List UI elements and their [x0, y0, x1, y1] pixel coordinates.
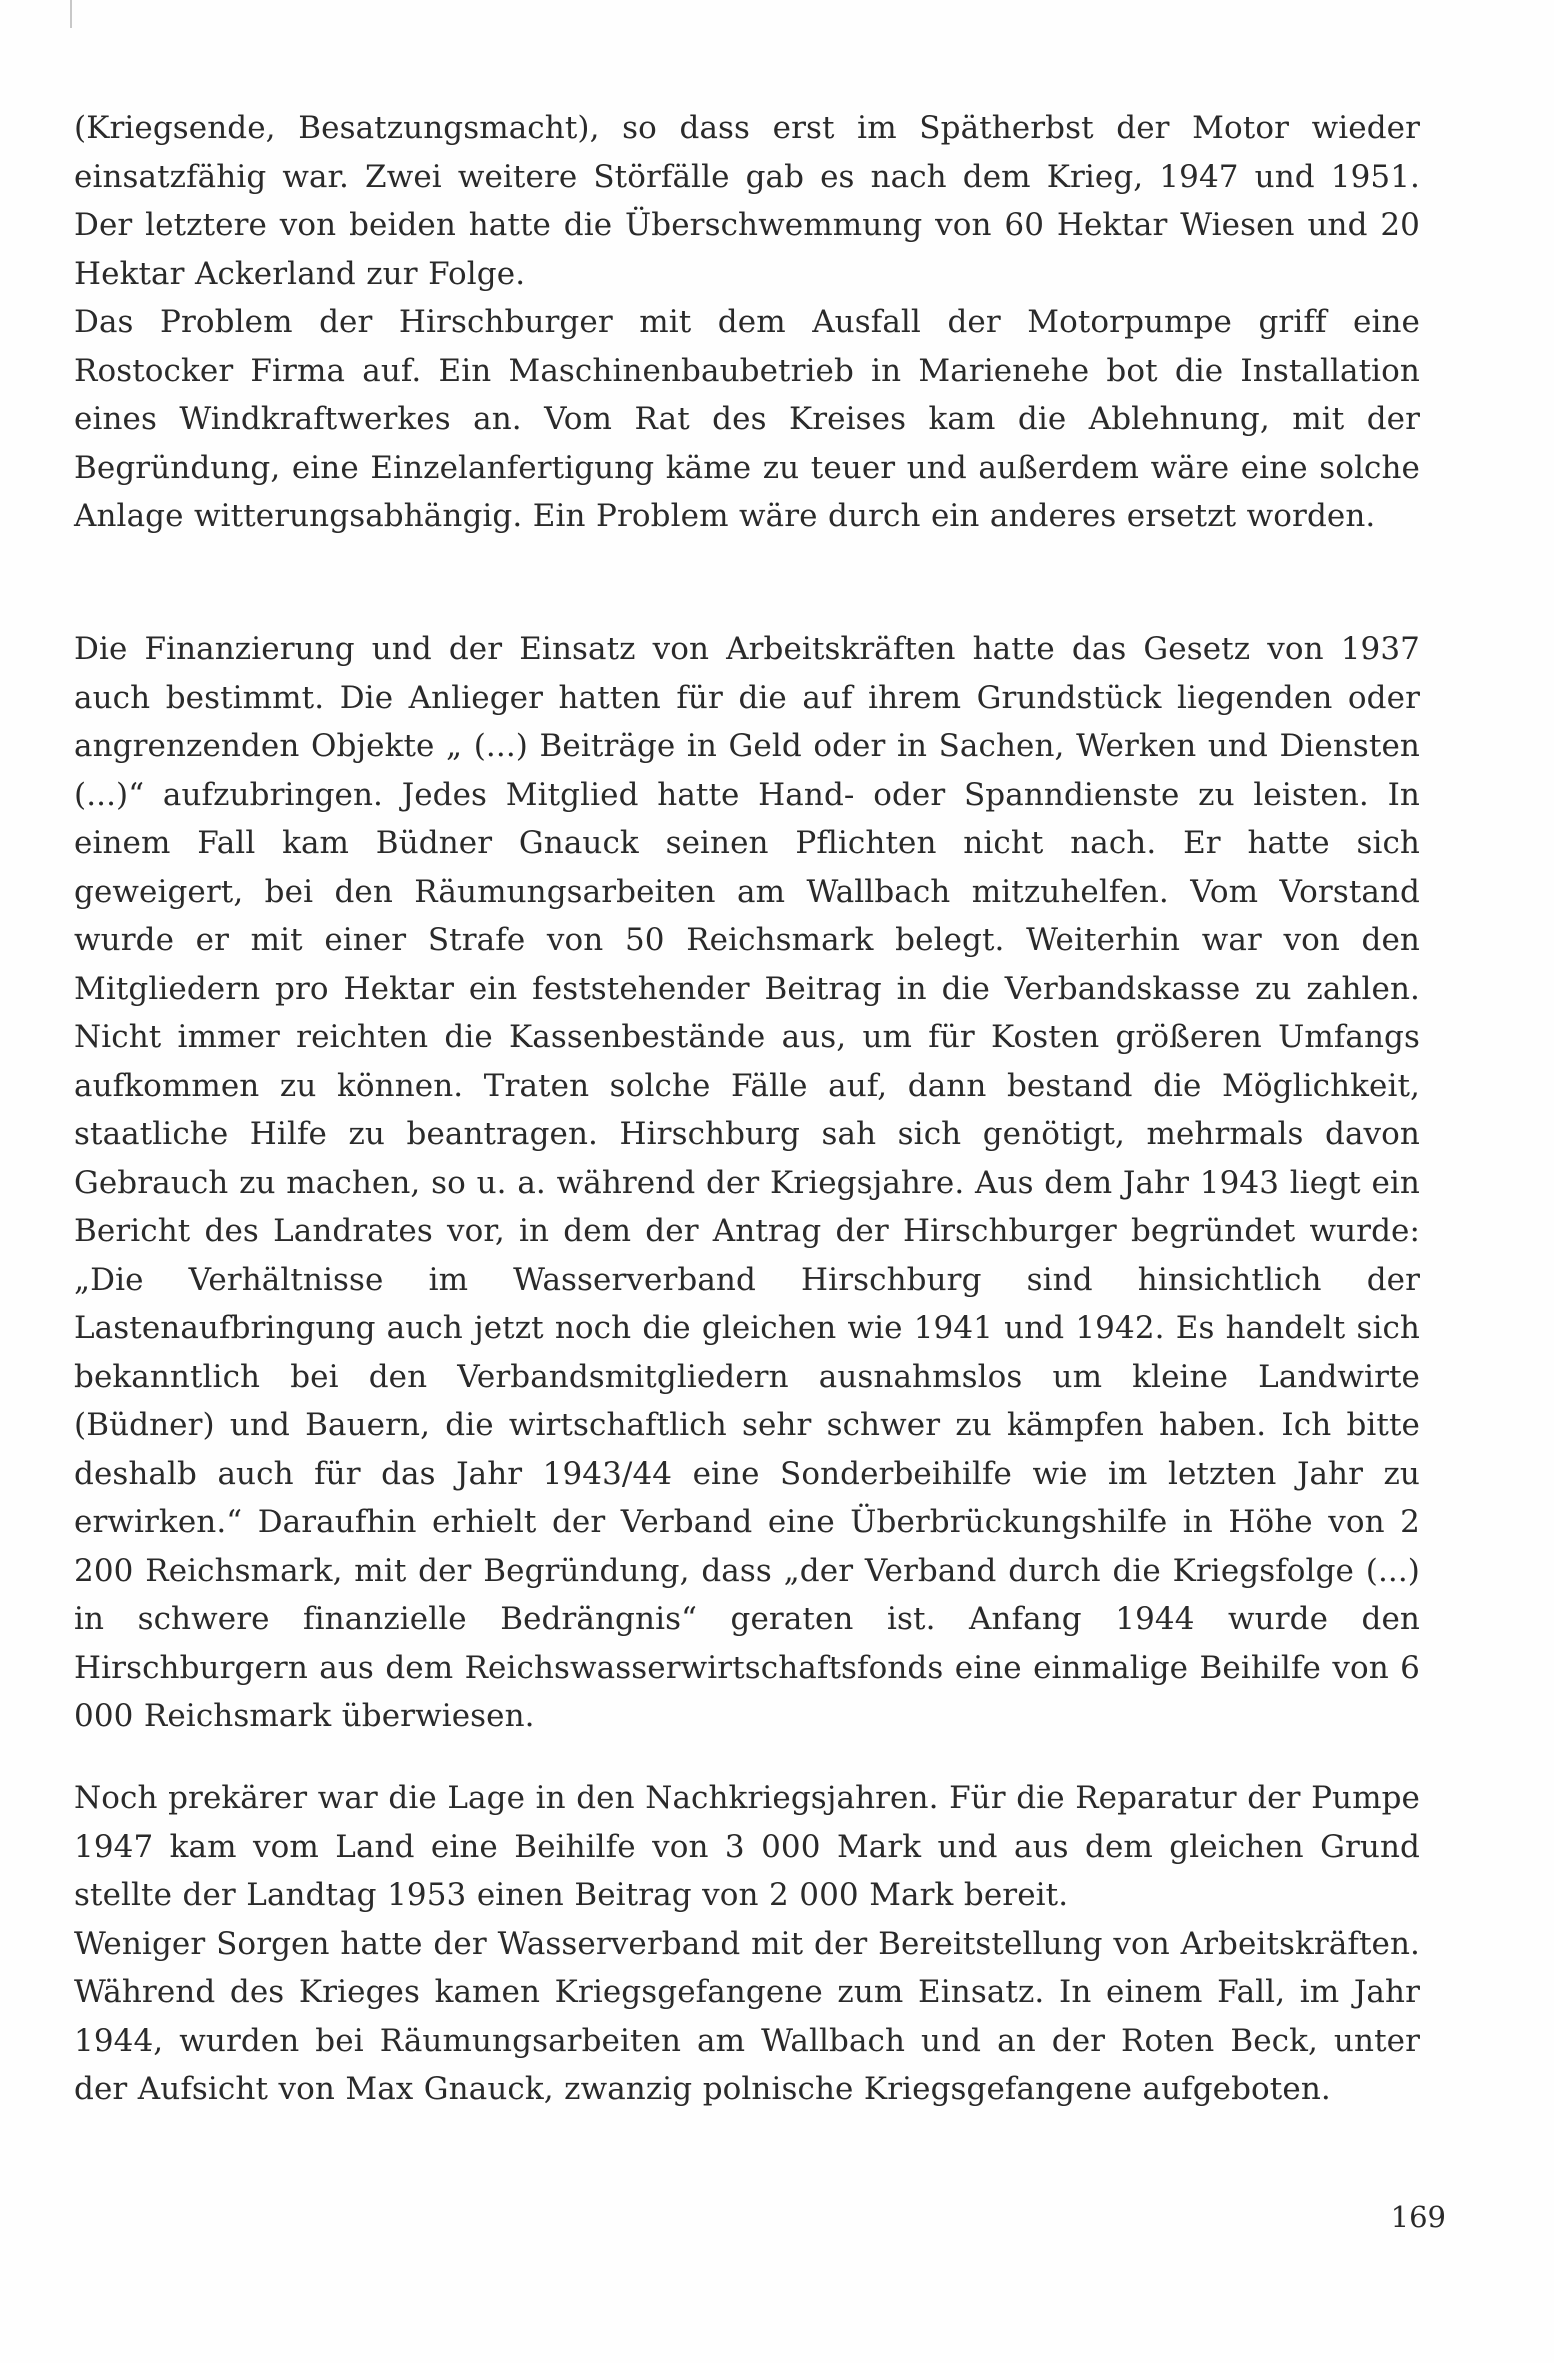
- page-number: 169: [1390, 2200, 1446, 2234]
- paragraph: Noch prekärer war die Lage in den Nachkriegsjahren. Für die Reparatur der Pumpe 1947 kam vom Land eine Beihilfe von 3 000 Mark und aus dem gleichen Grund stellte der Landtag 1953 einen Beitrag von 2 000 Mark bereit.: [74, 1780, 1420, 1913]
- text-block-1: [74, 104, 1420, 541]
- text-block-2: [74, 625, 1420, 1741]
- scan-gutter-mark: [70, 0, 72, 28]
- text-block-3: [74, 1774, 1420, 2114]
- paragraph: (Kriegsende, Besatzungsmacht), so dass erst im Spätherbst der Motor wieder einsatzfähig war. Zwei weitere Störfälle gab es nach dem Krieg, 1947 und 1951. Der letztere von beiden hatte die Überschwemmung von 60 Hektar Wiesen und 20 Hektar Ackerland zur Folge.: [74, 110, 1420, 292]
- paragraph: Weniger Sorgen hatte der Wasserverband mit der Bereitstellung von Arbeitskräften. Während des Krieges kamen Kriegsgefangene zum Einsatz. In einem Fall, im Jahr 1944, wurden bei Räumungsarbeiten am Wallbach und an der Roten Beck, unter der Aufsicht von Max Gnauck, zwanzig polnische Kriegsgefangene aufgeboten.: [74, 1925, 1420, 2107]
- paragraph: Die Finanzierung und der Einsatz von Arbeitskräften hatte das Gesetz von 1937 auch bestimmt. Die Anlieger hatten für die auf ihrem Grundstück liegenden oder angrenzenden Objekte „ (...) Beiträge in Geld oder in Sachen, Werken und Diensten (...)“ aufzubringen. Jedes Mitglied hatte Hand- oder Spanndienste zu leisten. In einem Fall kam Büdner Gnauck seinen Pflichten nicht nach. Er hatte sich geweigert, bei den Räumungsarbeiten am Wallbach mitzuhelfen. Vom Vorstand wurde er mit einer Strafe von 50 Reichsmark belegt. Weiterhin war von den Mitgliedern pro Hektar ein feststehender Beitrag in die Verbandskasse zu zahlen. Nicht immer reichten die Kassenbestände aus, um für Kosten größeren Umfangs aufkommen zu können. Traten solche Fälle auf, dann bestand die Möglichkeit, staatliche Hilfe zu beantragen. Hirschburg sah sich genötigt, mehrmals davon Gebrauch zu machen, so u. a. während der Kriegsjahre. Aus dem Jahr 1943 liegt ein Bericht des Landrates vor, in dem der Antrag der Hirschburger begründet wurde: „Die Verhältnisse im Wasserverband Hirschburg sind hinsichtlich der Lastenaufbringung auch jetzt noch die gleichen wie 1941 und 1942. Es handelt sich bekanntlich bei den Verbandsmitgliedern ausnahmslos um kleine Landwirte (Büdner) und Bauern, die wirtschaftlich sehr schwer zu kämpfen haben. Ich bitte deshalb auch für das Jahr 1943/44 eine Sonderbeihilfe wie im letzten Jahr zu erwirken.“ Daraufhin erhielt der Verband eine Überbrückungshilfe in Höhe von 2 200 Reichsmark, mit der Begründung, dass „der Verband durch die Kriegsfolge (...) in schwere finanzielle Bedrängnis“ geraten ist. Anfang 1944 wurde den Hirschburgern aus dem Reichswasserwirtschaftsfonds eine einmalige Beihilfe von 6 000 Reichsmark überwiesen.: [74, 631, 1420, 1734]
- paragraph: Das Problem der Hirschburger mit dem Ausfall der Motorpumpe griff eine Rostocker Firma auf. Ein Maschinenbaubetrieb in Marienehe bot die Installation eines Windkraftwerkes an. Vom Rat des Kreises kam die Ablehnung, mit der Begründung, eine Einzelanfertigung käme zu teuer und außerdem wäre eine solche Anlage witterungsabhängig. Ein Problem wäre durch ein anderes ersetzt worden.: [74, 304, 1420, 534]
